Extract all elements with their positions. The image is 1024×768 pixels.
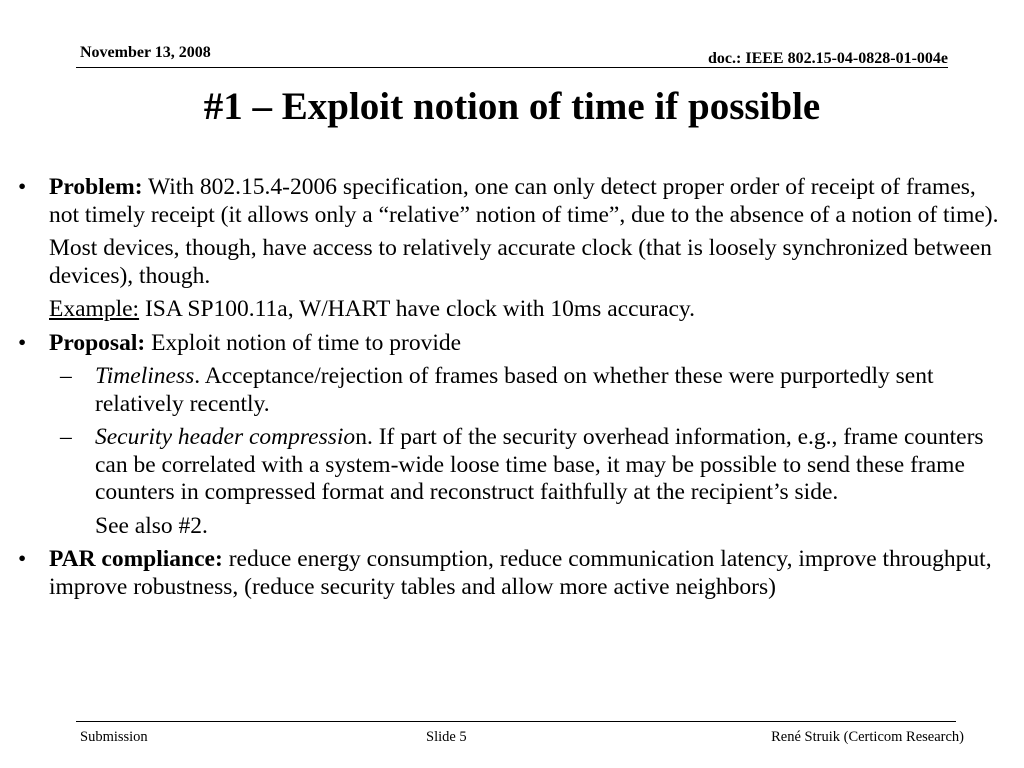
par-label: PAR compliance:: [49, 546, 223, 572]
problem-text: With 802.15.4-2006 specification, one can only detect proper order of receipt of frames, not timely receipt (it allows only a “relative” notion of time”, due to the absence of a notion of time).: [49, 174, 999, 228]
timeliness-text: . Acceptance/rejection of frames based on whether these were purportedly sent relatively recently.: [95, 363, 934, 417]
bullet-par-compliance: [18, 546, 1008, 601]
footer-slide-number: Slide 5: [426, 729, 467, 745]
header-divider: [76, 67, 948, 68]
proposal-text: Exploit notion of time to provide: [145, 329, 462, 356]
bullet-dot-icon: •: [18, 546, 27, 572]
bullet-problem: [18, 174, 1008, 229]
slide-body: [18, 174, 1008, 607]
bullet-dot-icon: •: [18, 174, 27, 200]
compression-label: Security header compressio: [95, 424, 356, 450]
bullet-proposal: [18, 330, 1008, 358]
problem-label: Problem:: [49, 174, 143, 200]
sub-bullet-header-compression: [18, 424, 1008, 507]
bullet-dot-icon: •: [18, 329, 27, 356]
example-label: Example:: [49, 296, 140, 322]
header-date: November 13, 2008: [80, 44, 211, 61]
sub-bullet-timeliness: [18, 363, 1008, 418]
footer-author: René Struik (Certicom Research): [771, 729, 964, 745]
timeliness-label: Timeliness: [95, 363, 195, 389]
see-also: See also #2.: [95, 512, 208, 539]
problem-example: [18, 296, 1008, 324]
problem-paragraph-2: Most devices, though, have access to relatively accurate clock (that is loosely synchronized between devices), though.: [49, 235, 992, 289]
par-text: reduce energy consumption, reduce communication latency, improve throughput, improve robustness, (reduce security tables and allow more active neighbors): [49, 546, 992, 600]
footer-divider: [76, 721, 956, 722]
dash-bullet-icon: –: [60, 424, 72, 450]
dash-bullet-icon: –: [60, 363, 72, 389]
compression-text: n. If part of the security overhead information, e.g., frame counters can be correlated with a system-wide loose time base, it may be possible to send these frame counters in compressed format and reconstruct faithfully at the recipient’s side.: [95, 424, 984, 505]
slide-title: #1 – Exploit notion of time if possible: [203, 85, 821, 128]
proposal-label: Proposal:: [49, 329, 146, 356]
example-text: ISA SP100.11a, W/HART have clock with 10ms accuracy.: [139, 296, 696, 322]
header-doc-id: doc.: IEEE 802.15-04-0828-01-004e: [708, 50, 948, 67]
footer-submission: Submission: [80, 729, 148, 745]
